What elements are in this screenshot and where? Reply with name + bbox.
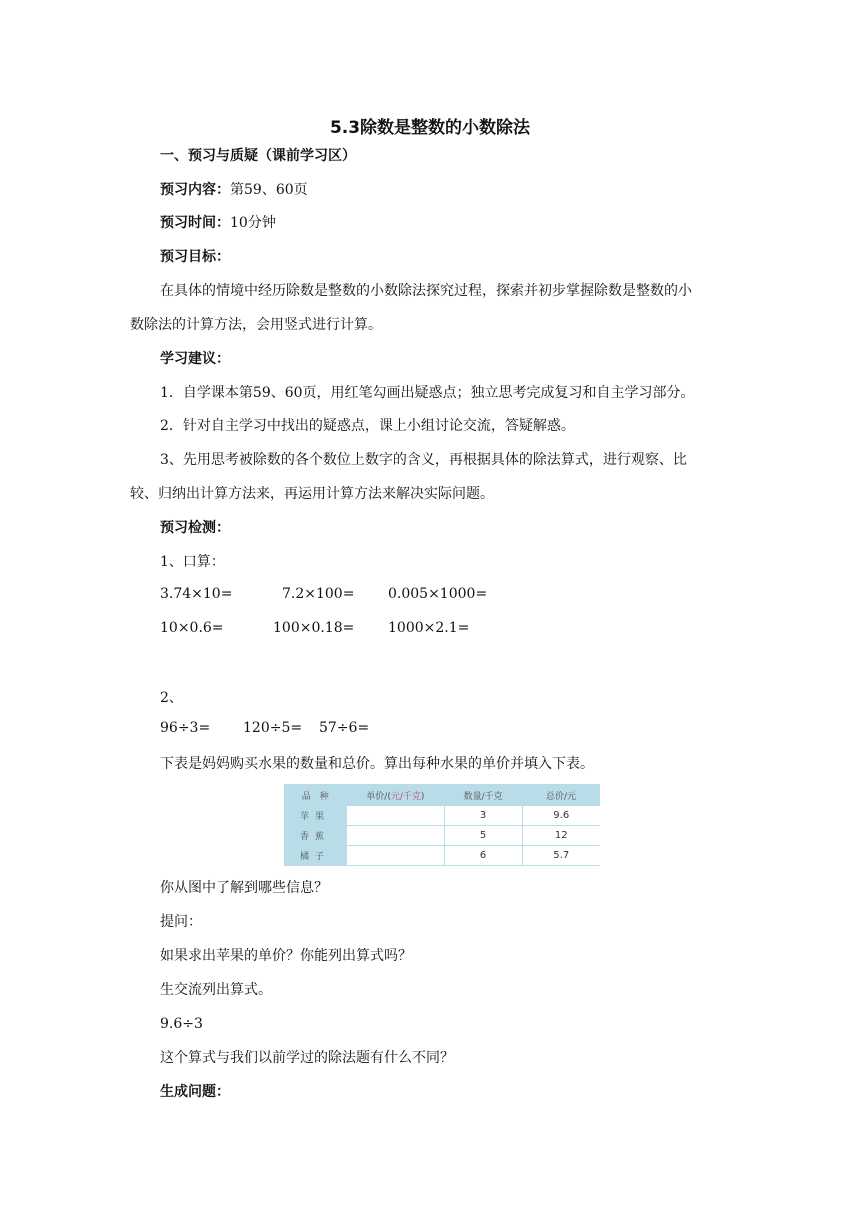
goal-label: 预习目标： <box>160 249 230 265</box>
header-unit-price <box>347 784 445 806</box>
calc-item: 96÷3= <box>160 720 211 736</box>
header-total: 总价/元 <box>522 784 600 806</box>
generate-label: 生成问题： <box>160 1084 230 1100</box>
calc-item: 0.005×1000= <box>388 586 488 602</box>
quantity-cell: 5 <box>444 826 522 846</box>
goal-line-2: 数除法的计算方法，会用竖式进行计算。 <box>130 317 382 333</box>
advice-1: 1．自学课本第59、60页，用红笔勾画出疑惑点；独立思考完成复习和自主学习部分。 <box>160 385 695 401</box>
calc-item: 10×0.6= <box>160 620 224 636</box>
fruit-name: 橘子 <box>284 846 347 866</box>
table-intro: 下表是妈妈购买水果的数量和总价。算出每种水果的单价并填入下表。 <box>160 756 594 772</box>
calc-item: 7.2×100= <box>282 586 355 602</box>
document-title: 5.3除数是整数的小数除法 <box>329 118 531 138</box>
formula: 9.6÷3 <box>160 1016 203 1032</box>
advice-2: 2．针对自主学习中找出的疑惑点，课上小组讨论交流，答疑解惑。 <box>160 418 575 434</box>
total-cell: 9.6 <box>522 806 600 826</box>
time-label: 预习时间： <box>160 215 230 231</box>
question-2-label: 2、 <box>160 690 183 706</box>
quantity-cell: 3 <box>444 806 522 826</box>
header-quantity: 数量/千克 <box>444 784 522 806</box>
total-cell: 5.7 <box>522 846 600 866</box>
advice-3-line-2: 较、归纳出计算方法来，再运用计算方法来解决实际问题。 <box>130 486 494 502</box>
goal-line-1: 在具体的情境中经历除数是整数的小数除法探究过程，探索并初步掌握除数是整数的小 <box>160 283 692 299</box>
content-line <box>160 180 308 200</box>
ask-label: 提问： <box>160 914 202 930</box>
quantity-cell: 6 <box>444 846 522 866</box>
content-value: 第59、60页 <box>230 182 308 198</box>
unit-price-prefix: 单价/( <box>366 791 391 802</box>
unit-price-suffix: ) <box>420 791 425 802</box>
content-label: 预习内容： <box>160 182 230 198</box>
calc-item: 120÷5= <box>243 720 303 736</box>
calc-item: 3.74×10= <box>160 586 233 602</box>
calc-item: 57÷6= <box>319 720 370 736</box>
table-header-row <box>284 784 600 806</box>
fruit-table <box>284 784 600 866</box>
table-row <box>284 826 600 846</box>
question-1-label: 1、口算： <box>160 554 225 570</box>
advice-label: 学习建议： <box>160 351 230 367</box>
advice-3-line-1: 3、先用思考被除数的各个数位上数字的含义，再根据具体的除法算式，进行观察、比 <box>160 452 687 468</box>
calc-item: 100×0.18= <box>273 620 355 636</box>
unit-price-cell[interactable] <box>347 806 445 826</box>
exchange-text: 生交流列出算式。 <box>160 982 272 998</box>
table-row <box>284 846 600 866</box>
info-question: 你从图中了解到哪些信息？ <box>160 880 328 896</box>
unit-price-cell[interactable] <box>347 846 445 866</box>
section-heading: 一、预习与质疑（课前学习区） <box>160 148 356 164</box>
ask-text: 如果求出苹果的单价？你能列出算式吗？ <box>160 948 412 964</box>
difference-question: 这个算式与我们以前学过的除法题有什么不同？ <box>160 1050 454 1066</box>
table-row <box>284 806 600 826</box>
unit-price-cell[interactable] <box>347 826 445 846</box>
time-line <box>160 213 276 233</box>
fruit-name: 香蕉 <box>284 826 347 846</box>
time-value: 10分钟 <box>230 215 276 231</box>
fruit-name: 苹果 <box>284 806 347 826</box>
unit-price-unit: 元/千克 <box>390 791 421 802</box>
calc-item: 1000×2.1= <box>388 620 470 636</box>
header-variety: 品 种 <box>284 784 347 806</box>
check-label: 预习检测： <box>160 520 230 536</box>
total-cell: 12 <box>522 826 600 846</box>
